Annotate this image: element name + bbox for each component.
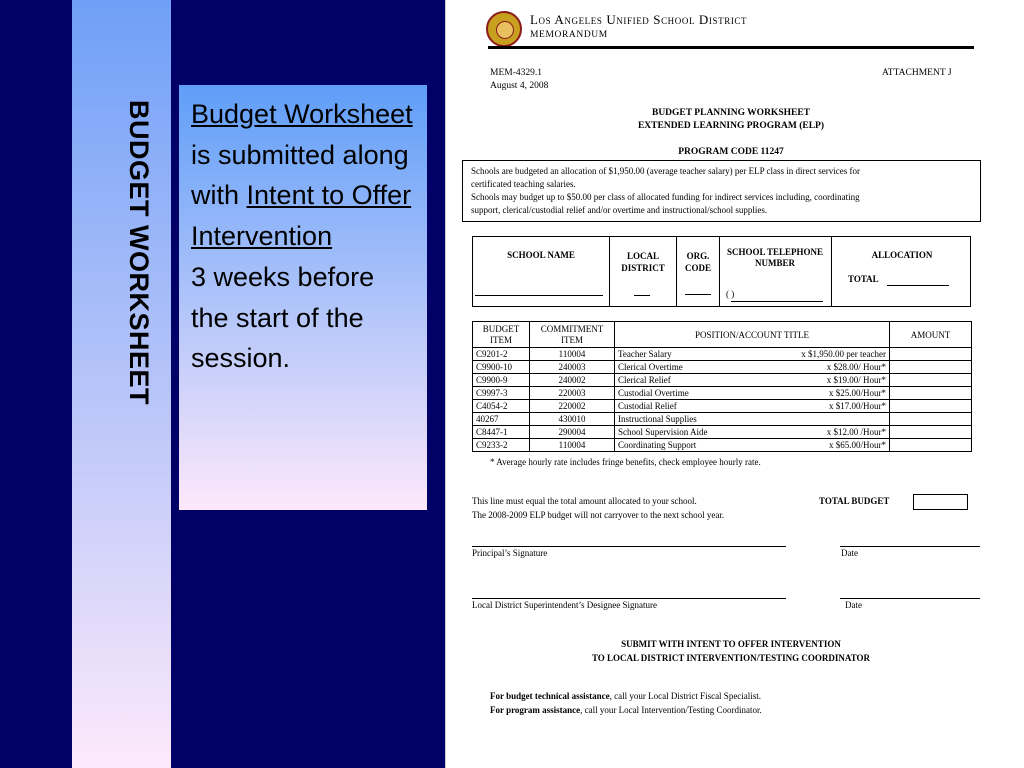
- school-info-table: [472, 236, 971, 307]
- school-name-field[interactable]: [475, 295, 603, 296]
- amount-cell[interactable]: [890, 400, 972, 413]
- commitment-item: 240003: [530, 361, 615, 374]
- memorandum-label: MEMORANDUM: [530, 30, 608, 40]
- commitment-item: 110004: [530, 348, 615, 361]
- position-title: Coordinating Support x $65.00/Hour*: [615, 439, 890, 452]
- org-code-field[interactable]: [685, 294, 711, 295]
- callout-text-1: is submitted along with: [191, 139, 409, 211]
- allocation-header: ALLOCATION: [871, 250, 933, 260]
- commitment-item: 110004: [530, 439, 615, 452]
- col-header-commitment-item: COMMITMENT ITEM: [530, 322, 615, 348]
- callout-text-2: 3 weeks before the start of the session.: [191, 261, 375, 374]
- total-label: TOTAL: [848, 274, 879, 284]
- budget-item: C9201-2: [473, 348, 530, 361]
- position-title: Instructional Supplies: [615, 413, 890, 426]
- designee-date-line[interactable]: [840, 598, 980, 599]
- position-title: Clerical Overtime x $28.00/ Hour*: [615, 361, 890, 374]
- intent-to-offer-link[interactable]: Intent to Offer Intervention: [191, 180, 412, 252]
- principal-signature-label: Principal’s Signature: [472, 548, 548, 558]
- memo-date: August 4, 2008: [490, 81, 549, 91]
- commitment-item: 220002: [530, 400, 615, 413]
- position-title: Teacher Salary x $1,950.00 per teacher: [615, 348, 890, 361]
- principal-date-line[interactable]: [840, 546, 980, 547]
- table-row: [473, 426, 972, 439]
- amount-cell[interactable]: [890, 413, 972, 426]
- total-budget-label: TOTAL BUDGET: [819, 496, 890, 506]
- program-code: PROGRAM CODE 11247: [678, 147, 784, 157]
- table-footnote: * Average hourly rate includes fringe benefits, check employee hourly rate.: [490, 457, 761, 467]
- position-title: Custodial Overtime x $25.00/Hour*: [615, 387, 890, 400]
- table-row: [473, 348, 972, 361]
- total-budget-field[interactable]: [913, 494, 968, 510]
- table-row: [473, 413, 972, 426]
- table-row: [473, 361, 972, 374]
- budget-table: [472, 321, 972, 452]
- memo-document: [445, 0, 1024, 768]
- budget-item: C4054-2: [473, 400, 530, 413]
- allocation-notes-box: [462, 160, 981, 222]
- school-name-header: SCHOOL NAME: [507, 250, 575, 260]
- assistance-line-2: For program assistance, call your Local Intervention/Testing Coordinator.: [490, 705, 762, 715]
- col-header-amount: AMOUNT: [890, 322, 972, 348]
- amount-cell[interactable]: [890, 374, 972, 387]
- telephone-underline: [731, 301, 823, 302]
- amount-cell[interactable]: [890, 361, 972, 374]
- col-header-budget-item: BUDGET ITEM: [473, 322, 530, 348]
- header-rule: [488, 46, 974, 49]
- memo-ref: MEM-4329.1: [490, 68, 542, 78]
- sidebar-title: BUDGET WORKSHEET: [124, 100, 154, 405]
- org-code-header: ORG. CODE: [684, 251, 711, 273]
- designee-signature-label: Local District Superintendent’s Designee Signature: [472, 600, 657, 610]
- total-note-1: This line must equal the total amount allocated to your school.: [472, 496, 697, 506]
- budget-item: C9233-2: [473, 439, 530, 452]
- submit-instruction-2: TO LOCAL DISTRICT INTERVENTION/TESTING COORDINATOR: [591, 653, 871, 663]
- telephone-header: SCHOOL TELEPHONE NUMBER: [726, 247, 824, 268]
- elp-title: EXTENDED LEARNING PROGRAM (ELP): [637, 121, 825, 131]
- budget-item: C9900-9: [473, 374, 530, 387]
- local-district-header: LOCAL DISTRICT: [621, 251, 665, 273]
- position-title: School Supervision Aide x $12.00 /Hour*: [615, 426, 890, 439]
- assistance-line-1: For budget technical assistance, call your Local District Fiscal Specialist.: [490, 691, 762, 701]
- district-seal-icon: [486, 11, 522, 47]
- amount-cell[interactable]: [890, 439, 972, 452]
- district-name: Los Angeles Unified School District: [530, 12, 748, 27]
- total-note-2: The 2008-2009 ELP budget will not carryover to the next school year.: [472, 510, 725, 520]
- designee-date-label: Date: [845, 600, 862, 610]
- budget-item: 40267: [473, 413, 530, 426]
- amount-cell[interactable]: [890, 348, 972, 361]
- position-title: Custodial Relief x $17.00/Hour*: [615, 400, 890, 413]
- note-line: Schools may budget up to $50.00 per class of allocated funding for indirect services including, coordinating: [471, 192, 860, 202]
- worksheet-title: BUDGET PLANNING WORKSHEET: [651, 108, 811, 118]
- telephone-field[interactable]: ( ): [726, 289, 735, 299]
- table-row: [473, 374, 972, 387]
- attachment-label: ATTACHMENT J: [882, 68, 952, 78]
- note-line: support, clerical/custodial relief and/or overtime and instructional/school supplies.: [471, 205, 768, 215]
- budget-item: C9900-10: [473, 361, 530, 374]
- position-title: Clerical Relief x $19.00/ Hour*: [615, 374, 890, 387]
- table-row: [473, 400, 972, 413]
- note-line: certificated teaching salaries.: [471, 179, 576, 189]
- designee-signature-line[interactable]: [472, 598, 786, 599]
- info-callout: [179, 85, 427, 510]
- budget-worksheet-link[interactable]: Budget Worksheet: [191, 99, 413, 129]
- commitment-item: 430010: [530, 413, 615, 426]
- commitment-item: 220003: [530, 387, 615, 400]
- amount-cell[interactable]: [890, 387, 972, 400]
- amount-cell[interactable]: [890, 426, 972, 439]
- budget-item: C8447-1: [473, 426, 530, 439]
- table-row: [473, 387, 972, 400]
- principal-signature-line[interactable]: [472, 546, 786, 547]
- note-line: Schools are budgeted an allocation of $1,950.00 (average teacher salary) per ELP class in direct services for: [471, 166, 861, 176]
- commitment-item: 240002: [530, 374, 615, 387]
- principal-date-label: Date: [841, 548, 858, 558]
- budget-item: C9997-3: [473, 387, 530, 400]
- table-row: [473, 439, 972, 452]
- total-field[interactable]: [887, 285, 949, 286]
- submit-instruction-1: SUBMIT WITH INTENT TO OFFER INTERVENTION: [621, 639, 841, 649]
- commitment-item: 290004: [530, 426, 615, 439]
- local-district-field[interactable]: [634, 295, 650, 296]
- col-header-position-title: POSITION/ACCOUNT TITLE: [615, 322, 890, 348]
